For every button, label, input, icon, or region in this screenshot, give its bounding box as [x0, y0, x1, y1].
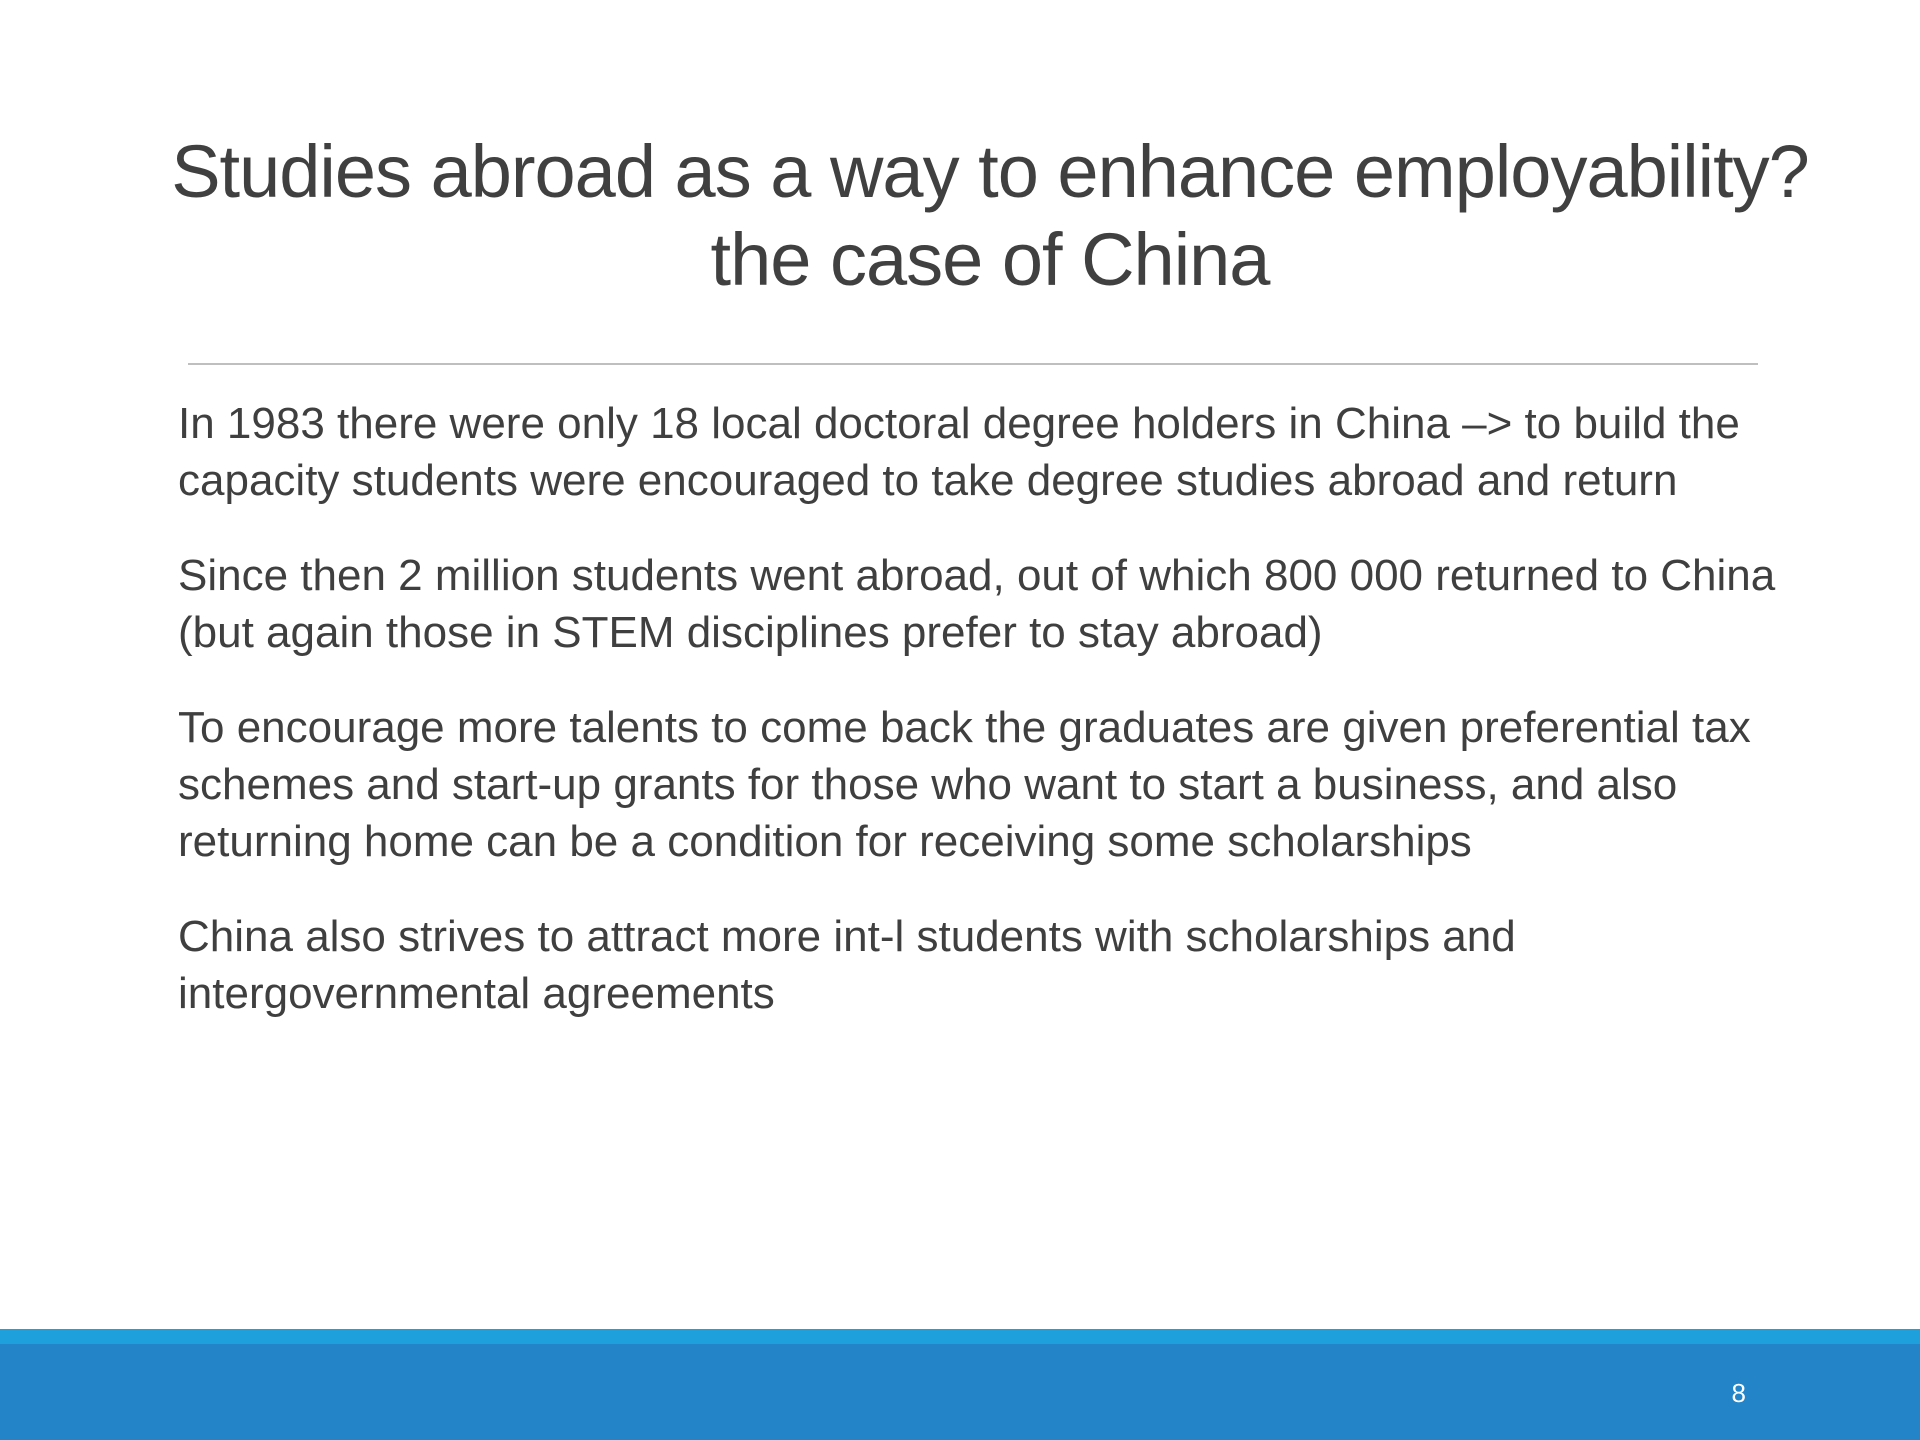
slide-title-line-2: the case of China	[710, 218, 1270, 301]
bullet-item-international-students: China also strives to attract more int-l students with scholarships and intergovernmental agreements	[178, 912, 1516, 1018]
slide-title-line-1: Studies abroad as a way to enhance employability?	[171, 130, 1809, 213]
bullet-list	[178, 395, 1778, 1060]
slide-title	[140, 128, 1840, 304]
bullet-item-talent-incentives: To encourage more talents to come back the graduates are given preferential tax schemes and start-up grants for those who want to start a business, and also returning home can be a condition for receiving some scholarships	[178, 703, 1751, 866]
footer-accent-stripe	[0, 1329, 1920, 1344]
bullet-item-students-returned: Since then 2 million students went abroad, out of which 800 000 returned to China (but again those in STEM disciplines prefer to stay abroad)	[178, 551, 1776, 657]
page-number: 8	[1731, 1378, 1746, 1408]
footer-band	[0, 1344, 1920, 1440]
title-divider	[188, 363, 1758, 365]
bullet-item-doctoral-degree-holders: In 1983 there were only 18 local doctoral degree holders in China –> to build the capacity students were encouraged to take degree studies abroad and return	[178, 399, 1740, 505]
